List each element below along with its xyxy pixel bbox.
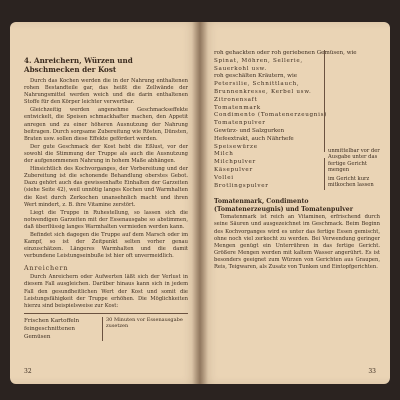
paragraph: Der gute Geschmack der Kost hebt die Eßlust, vor der sowohl die Stimmung der Truppe als auch die Ausnutzung der aufgenommenen Nahrung in hohem Maße abhängen. (24, 143, 188, 165)
paragraph: Durch das Kochen werden die in der Nahrung enthaltenen rohen Bestandteile gar, das heißt die Zellwände der Nahrungsmittel werden weich und die darin enthaltenen Stoffe für den Körper leichter verwertbar. (24, 78, 188, 106)
table-note: 30 Minuten vor Essenausgabe zusetzen (102, 317, 188, 341)
ingredient-list (214, 50, 380, 190)
list-item: Zitronensaft (214, 96, 258, 103)
list-item: Tomatenpulver (214, 120, 266, 127)
list-item: Vollei (214, 174, 234, 181)
paragraph: Hinsichtlich des Kochvorganges, der Vorbereitung und der Zubereitung ist die schonende Behandlung oberstes Gebot. Dazu gehört auch das gewissenhafte Einhalten der Garzeiten (siehe Seite 42), weil unnötig langes Kochen und Warmhalten die Kost durch Zerkochen unansehnlich macht und ihren Wert mindert, z. B. ihre Vitamine zerstört. (24, 166, 188, 208)
list-item: Petersilie, Schnittlauch, (214, 81, 300, 88)
side-note: im Gericht kurz mitkochen lassen (328, 176, 374, 189)
paragraph: Durch Anreichern oder Aufwerten läßt sich der Verlust in diesem Fall ausgleichen. Darüber hinaus kann sich in jedem Fall den gesundheitlichen Wert der Kost und somit die Leistungsfähigkeit der Truppe erhöhen. Die Möglichkeiten hierzu sind beispielsweise zur Kost: (24, 274, 188, 309)
right-page (200, 22, 390, 384)
table-row: feingeschnittenen Gemüsen (24, 325, 75, 340)
list-item: Brunnenkresse, Kerbel usw. (214, 88, 312, 95)
list-item: Speisewürze (214, 143, 258, 150)
list-item: Sauerkohl usw. (214, 65, 267, 72)
table-row: Frischen Kartoffeln (24, 317, 80, 324)
paragraph: Befindet sich dagegen die Truppe auf dem Marsch oder im Kampf, so ist der Zeitpunkt selten vorher genau einzuschätzen. Längeres Warmhalten und die damit verbundene Leistungseinbuße ist hier oft unvermeidlich. (24, 231, 188, 260)
list-item: Brotlingspulver (214, 182, 269, 189)
paragraph: Liegt die Truppe in Ruhestellung, so lassen sich die notwendigen Garzeiten mit der Essenausgabe so abstimmen, daß überflüssig langes Warmhalten vermieden werden kann. (24, 209, 188, 230)
paragraph: Gleichzeitig werden angenehme Geschmackseffekte entwickelt, die Speisen schmackhafter machen, den Appetit anregen und zu einer höheren Ausnutzung der Nahrung beitragen. Durch sorgsame Zubereitung wie Rösten, Dünsten, Braten usw. sollen diese Effekte gefördert werden. (24, 107, 188, 142)
open-book (10, 22, 392, 390)
section-heading: 4. Anreichern, Würzen und Abschmecken der Kost (24, 56, 133, 74)
list-item: Käsepulver (214, 166, 253, 173)
subheading-anreichern: Anreichern (24, 264, 69, 273)
list-item: roh geschälten Kräutern, wie (214, 73, 298, 80)
list-item: Condimento (Tomatenerzeugnis) (214, 112, 328, 119)
list-item: Gewürz- und Salzgurken (214, 127, 285, 134)
divider (24, 313, 188, 314)
paragraph: Tomatenmark ist reich an Vitaminen, erfrischend durch seine Säuren und ausgezeichnet im Geschmack. Beim Beginn des Kochvorganges wird es unter das fertige Essen gemischt, ohne noch viel zerkocht zu werden. Bei Verwendung geringer Mengen genügt ein Unterrühren in das fertige Gericht. Größere Mengen werden mit kaltem Wasser angerührt. Es ist besonders geeignet zum Würzen von Gerichten aus Graupen, Reis, Teigwaren, als Zusatz von Tunken und Eintopfgerichten. (214, 214, 380, 270)
list-item: Milch (214, 151, 234, 158)
serving-table (24, 317, 188, 341)
brace-line (324, 158, 325, 190)
subheading-tomatenmark: Tomatenmark, Condimento (Tomatenerzeugnis) und Tomatenpulver (214, 198, 353, 214)
list-item: roh gehackten oder roh geriebenen Gemüsen, wie (214, 50, 357, 56)
side-note: unmittelbar vor der Ausgabe unter das fertige Gericht mengen (328, 148, 380, 174)
book-gutter (192, 22, 208, 384)
page-number: 33 (368, 368, 376, 375)
page-number: 32 (24, 368, 32, 375)
list-item: Hefeextrakt, auch Nährhefe (214, 135, 294, 142)
brace-line (324, 50, 325, 152)
left-page (10, 22, 200, 384)
list-item: Tomatenmark (214, 104, 261, 111)
list-item: Spinat, Möhren, Sellerie, (214, 57, 303, 64)
list-item: Milchpulver (214, 159, 256, 166)
